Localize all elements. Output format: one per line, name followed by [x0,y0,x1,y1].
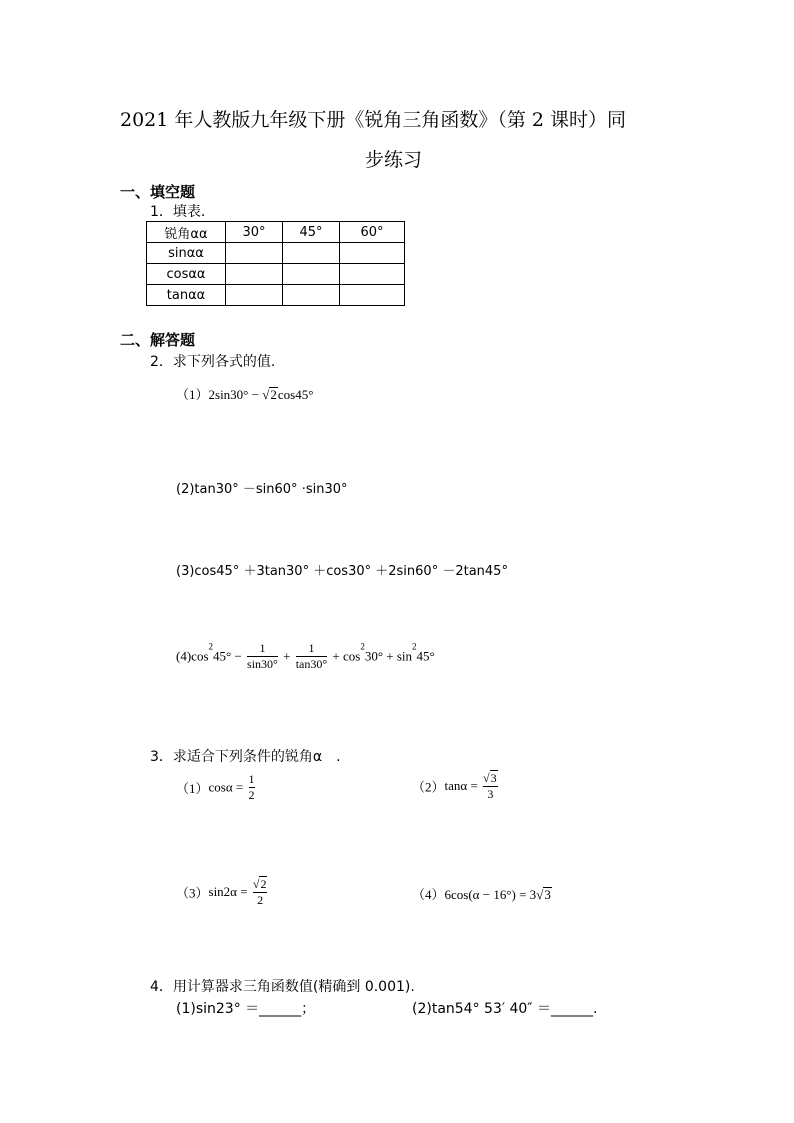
table-row [147,285,405,306]
numerator: 1 [308,641,315,655]
q2-part2-expression: (2)tan30° －sin60° ·sin30° [176,482,348,497]
part-number: （3） [176,885,209,901]
q2-part4-expression [176,641,435,672]
denominator: 3 [483,786,498,802]
radicand: 2 [270,387,277,402]
question-3-label: 3．求适合下列条件的锐角α . [150,749,341,765]
fraction [249,772,255,803]
q3-part2-expression [412,770,500,802]
expr-text: 45° [416,648,435,664]
expr-text: 45° − [213,648,246,664]
table-cell [283,264,340,285]
part-number: (4) [176,648,192,664]
q3-part4-expression [412,884,552,903]
numerator: 1 [259,641,266,655]
denominator: 2 [253,892,268,908]
table-cell [340,243,405,264]
table-cell [340,285,405,306]
part-number: （1） [176,387,209,402]
expr-text: 2sin30° − [208,387,263,402]
expr-text: sin2α = [208,884,251,899]
part-number: （1） [176,781,209,796]
q2-part3-expression: (3)cos45° ＋3tan30° ＋cos30° ＋2sin60° －2tan45° [176,564,508,579]
section-heading-solve: 二、解答题 [120,331,196,349]
table-cell [226,264,283,285]
q4-part2-blank: (2)tan54° 53′ 40″ ＝______. [412,1001,598,1017]
exponent: 2 [412,641,417,652]
sqrt-radical: √2 [262,387,277,402]
table-header-cell: 30° [226,222,283,243]
question-4-label: 4．用计算器求三角函数值(精确到 0.001). [150,979,415,995]
denominator: tan30° [295,657,328,671]
table-cell [283,243,340,264]
fraction [296,641,327,672]
q4-part1-blank: (1)sin23° ＝______； [176,1001,316,1017]
table-row-label: sinαα [147,243,226,264]
section-heading-fill-blank: 一、填空题 [120,183,196,201]
numerator: 1 [248,772,255,786]
trig-values-table [146,221,405,306]
sqrt-radical: √2 [252,877,267,891]
radicand: 2 [260,877,267,891]
part-number: （4） [412,887,445,902]
expr-text: + [279,648,294,664]
question-1-label: 1．填表. [150,204,206,220]
table-header-cell: 锐角αα [147,222,226,243]
denominator: sin30° [247,657,278,671]
page-title-line2: 步练习 [365,149,423,171]
sqrt-radical: √3 [483,771,497,785]
table-row-label: tanαα [147,285,226,306]
q3-part3-expression [176,876,269,908]
fraction [253,876,268,908]
expr-text: tanα = [444,778,482,793]
expr-text: 30° + sin [364,648,413,664]
exponent: 2 [360,641,365,652]
q3-part1-expression [176,772,257,803]
denominator: 2 [248,788,255,802]
table-header-row [147,222,405,243]
expr-text: + cos [329,648,361,664]
numerator [253,876,268,892]
table-header-cell: 45° [283,222,340,243]
table-row-label: cosαα [147,264,226,285]
exponent: 2 [208,641,214,652]
table-row [147,243,405,264]
table-cell [283,285,340,306]
table-cell [226,243,283,264]
expr-text: cosα = [208,779,247,795]
sqrt-radical: √3 [536,887,551,902]
table-row [147,264,405,285]
expr-text: cos45° [277,387,314,402]
expr-text: 6cos(α − 16°) = 3 [444,887,537,902]
page-title-line1: 2021 年人教版九年级下册《锐角三角函数》（第 2 课时）同 [120,109,627,131]
table-cell [340,264,405,285]
q2-part1-expression [176,384,313,403]
fraction [247,641,278,672]
numerator [483,770,498,786]
part-number: （2） [412,779,445,795]
table-header-cell: 60° [340,222,405,243]
table-cell [226,285,283,306]
fraction [483,770,498,802]
radicand: 3 [544,887,551,902]
radicand: 3 [490,771,497,785]
expr-text: cos [191,648,209,664]
question-2-label: 2．求下列各式的值. [150,354,276,370]
